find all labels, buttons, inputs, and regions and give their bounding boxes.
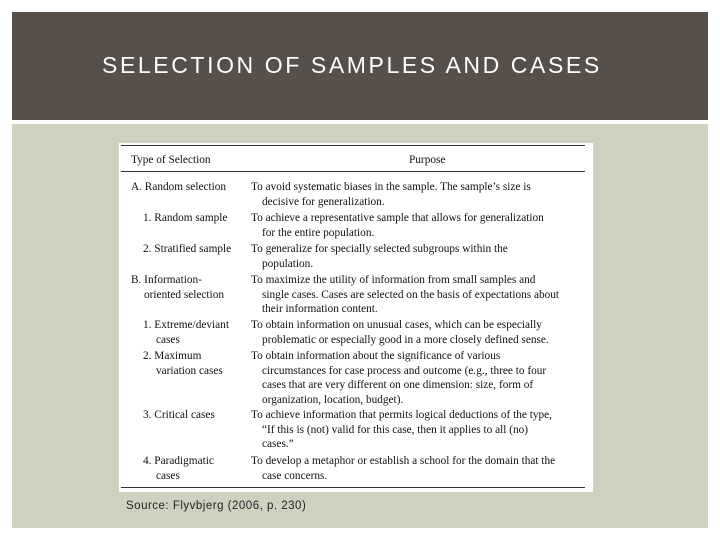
row-purpose-line: single cases. Cases are selected on the basis of expectations about (262, 288, 560, 301)
column-header-purpose: Purpose (409, 154, 446, 166)
table-top-rule (121, 145, 585, 146)
row-purpose-line: To obtain information on unusual cases, which can be especially (251, 319, 542, 331)
row-purpose-line: cases.” (262, 438, 294, 451)
row-type-line: variation cases (156, 364, 223, 377)
row-purpose-line: their information content. (262, 303, 378, 316)
row-purpose-line: To achieve a representative sample that allows for generalization (251, 212, 544, 224)
row-purpose-line: To maximize the utility of information from small samples and (251, 274, 536, 286)
row-purpose-line: decisive for generalization. (262, 195, 385, 208)
selection-table (119, 143, 593, 492)
row-type-line: oriented selection (144, 288, 224, 301)
column-header-type: Type of Selection (131, 154, 211, 166)
row-purpose-line: To avoid systematic biases in the sample. The sample’s size is (251, 181, 531, 193)
row-type-critical-cases (143, 408, 253, 423)
row-type-random-selection (131, 180, 253, 195)
row-purpose-line: organization, location, budget). (262, 393, 404, 406)
row-type-line: 2. Maximum (143, 350, 202, 362)
row-type-line: 1. Extreme/deviant (143, 319, 229, 331)
row-type-line: A. Random selection (131, 181, 227, 193)
row-purpose-line: To obtain information about the significance of various (251, 350, 501, 362)
row-purpose-line: problematic or especially good in a more closely defined sense. (262, 333, 549, 346)
row-type-maximum-variation (143, 349, 253, 378)
row-type-line: 4. Paradigmatic (143, 455, 214, 467)
row-type-line: 3. Critical cases (143, 409, 215, 421)
row-purpose-line: case concerns. (262, 469, 328, 482)
row-purpose-random-sample (251, 211, 587, 240)
row-purpose-maximum-variation (251, 349, 587, 407)
row-purpose-line: cases that are very different on one dimension: size, form of (262, 379, 534, 392)
row-purpose-line: for the entire population. (262, 226, 375, 239)
row-type-stratified-sample (143, 242, 253, 257)
row-purpose-extreme-deviant (251, 318, 587, 347)
row-purpose-line: To achieve information that permits logical deductions of the type, (251, 409, 552, 421)
row-type-random-sample (143, 211, 253, 226)
row-type-paradigmatic (143, 454, 253, 483)
row-purpose-stratified-sample (251, 242, 587, 271)
row-type-line: 2. Stratified sample (143, 243, 232, 255)
row-purpose-random-selection (251, 180, 587, 209)
row-type-information-oriented (131, 273, 253, 302)
row-purpose-line: population. (262, 257, 314, 270)
row-purpose-line: circumstances for case process and outcome (e.g., three to four (262, 364, 547, 377)
table-bottom-rule (121, 487, 585, 488)
row-purpose-paradigmatic (251, 454, 587, 483)
slide-title: SELECTION OF SAMPLES AND CASES (102, 52, 602, 78)
row-purpose-line: To develop a metaphor or establish a school for the domain that the (251, 455, 556, 467)
source-citation: Source: Flyvbjerg (2006, p. 230) (126, 500, 307, 512)
row-type-line: 1. Random sample (143, 212, 228, 224)
row-type-line: cases (156, 469, 180, 482)
row-purpose-line: To generalize for specially selected subgroups within the (251, 243, 508, 255)
row-purpose-information-oriented (251, 273, 587, 317)
row-type-line: cases (156, 333, 180, 346)
row-purpose-critical-cases (251, 408, 587, 452)
row-purpose-line: “If this is (not) valid for this case, then it applies to all (no) (262, 423, 529, 436)
table-header-rule (121, 171, 585, 172)
row-type-line: B. Information- (131, 274, 202, 286)
row-type-extreme-deviant (143, 318, 253, 347)
